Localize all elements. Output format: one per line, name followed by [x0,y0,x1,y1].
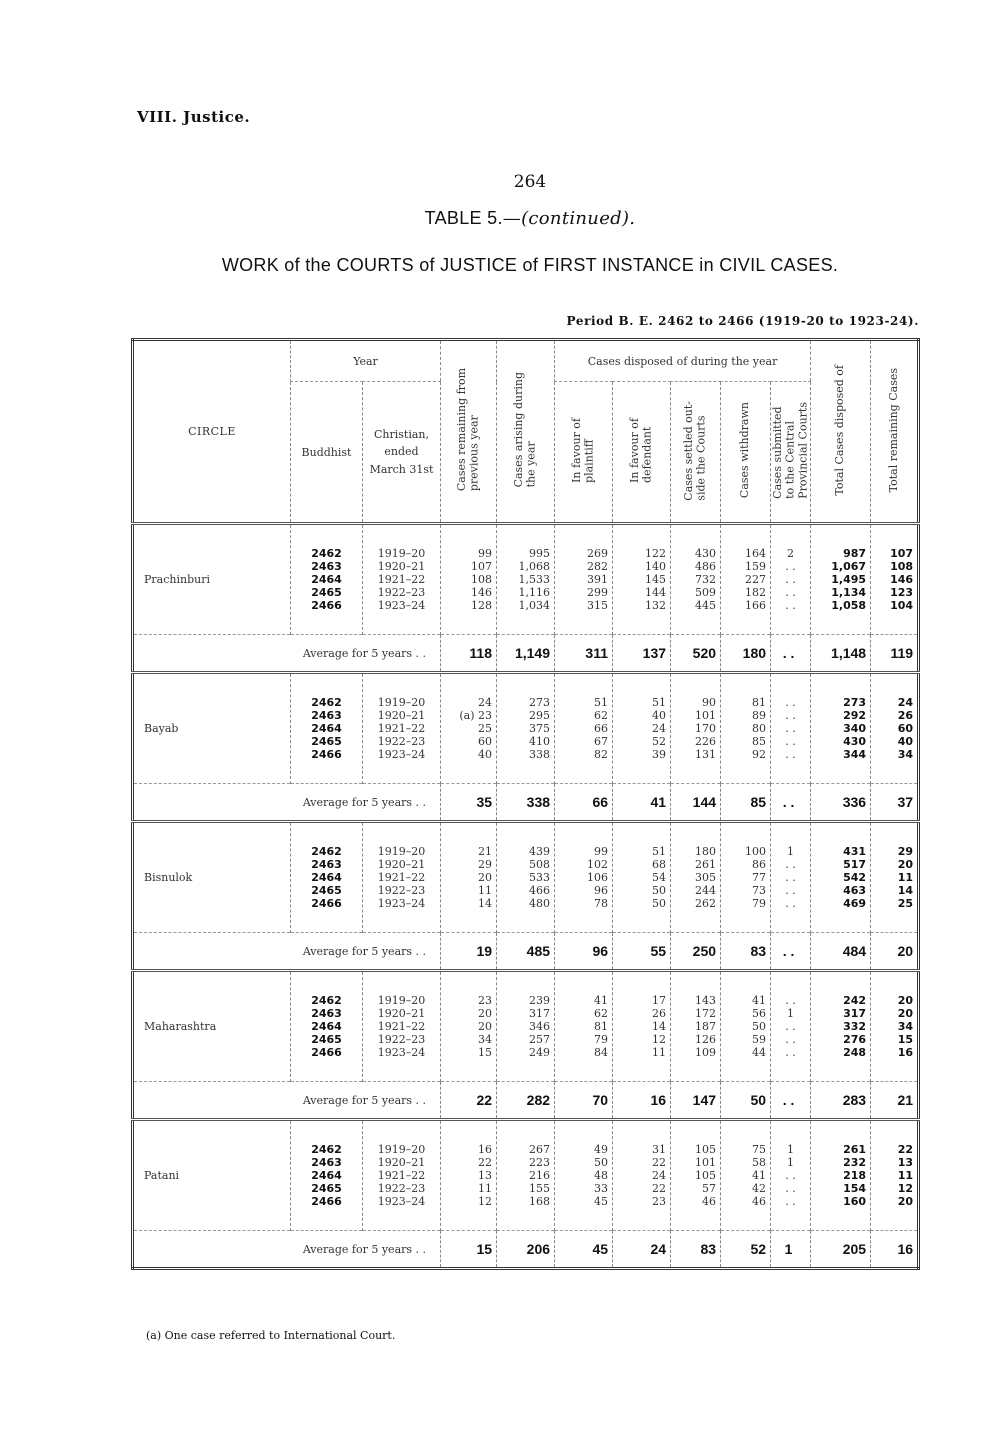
average-label: Average for 5 years . . [133,1231,441,1269]
circle-name: Maharashtra [144,1020,217,1033]
arising-values: 995 1,068 1,533 1,116 1,034 [497,525,555,635]
remaining-prev-values: 21 29 20 11 14 [441,823,497,933]
buddhist-years: 2462 2463 2464 2465 2466 [291,1121,363,1231]
average-row [133,635,919,673]
avg-defendant: 137 [613,635,671,673]
avg-defendant: 55 [613,933,671,971]
average-row [133,1082,919,1120]
withdrawn-values: 164 159 227 182 166 [721,525,771,635]
table-row [133,823,919,933]
avg-arising: 1,149 [497,635,555,673]
remaining-prev-values: 99 107 108 146 128 [441,525,497,635]
plaintiff-values: 49 50 48 33 45 [555,1121,613,1231]
submitted-values: 1 . . . . . . . . [771,823,811,933]
settled-values: 180 261 305 244 262 [671,823,721,933]
avg-withdrawn: 85 [721,784,771,822]
christian-years: 1919–20 1920–21 1921–22 1922–23 1923–24 [363,525,441,635]
avg-submitted: . . [771,1082,811,1120]
avg-withdrawn: 180 [721,635,771,673]
christian-header-text: Christian, ended March 31st [369,427,434,476]
avg-plaintiff: 96 [555,933,613,971]
avg-plaintiff: 311 [555,635,613,673]
circle-name: Prachinburi [144,573,210,586]
arising-values: 439 508 533 466 480 [497,823,555,933]
table-subtitle: WORK of the COURTS of JUSTICE of FIRST INSTANCE in CIVIL CASES. [221,255,839,275]
christian-years: 1919–20 1920–21 1921–22 1922–23 1923–24 [363,1121,441,1231]
avg-submitted: 1 [771,1231,811,1269]
avg-submitted: . . [771,784,811,822]
average-label: Average for 5 years . . [133,635,441,673]
footnote: (a) One case referred to International Court. [146,1329,396,1342]
avg-total-disposed: 1,148 [811,635,871,673]
withdrawn-values: 75 58 41 42 46 [721,1121,771,1231]
total-disposed-values: 987 1,067 1,495 1,134 1,058 [811,525,871,635]
plaintiff-header [555,382,613,524]
arising-values: 239 317 346 257 249 [497,972,555,1082]
buddhist-years: 2462 2463 2464 2465 2466 [291,525,363,635]
total-disposed-header-text: Total Cases disposed of [833,364,847,496]
circle-name: Bayab [144,722,179,735]
table-row [133,525,919,635]
average-label: Average for 5 years . . [133,933,441,971]
submitted-values: 2 . . . . . . . . [771,525,811,635]
avg-remaining-prev: 22 [441,1082,497,1120]
avg-defendant: 16 [613,1082,671,1120]
table-row [133,674,919,784]
remaining-prev-values: 16 22 13 11 12 [441,1121,497,1231]
total-disposed-header [811,340,871,524]
defendant-values: 17 26 14 12 11 [613,972,671,1082]
avg-arising: 206 [497,1231,555,1269]
settled-values: 430 486 732 509 445 [671,525,721,635]
defendant-header [613,382,671,524]
year-header: Year [291,340,441,382]
avg-settled: 147 [671,1082,721,1120]
table-title [0,208,991,229]
remaining-prev-values: 23 20 20 34 15 [441,972,497,1082]
table-row [133,1121,919,1231]
circle-name: Patani [144,1169,180,1182]
defendant-values: 31 22 24 22 23 [613,1121,671,1231]
average-row [133,933,919,971]
avg-plaintiff: 70 [555,1082,613,1120]
total-remaining-values: 24 26 60 40 34 [871,674,919,784]
avg-submitted: . . [771,635,811,673]
circle-header: CIRCLE [133,340,291,524]
remaining-prev-values: 24 (a) 23 25 60 40 [441,674,497,784]
avg-total-remaining: 21 [871,1082,919,1120]
avg-total-disposed: 336 [811,784,871,822]
section-heading: VIII. Justice. [137,108,251,126]
avg-remaining-prev: 118 [441,635,497,673]
withdrawn-values: 41 56 50 59 44 [721,972,771,1082]
avg-total-remaining: 20 [871,933,919,971]
avg-defendant: 41 [613,784,671,822]
settled-values: 143 172 187 126 109 [671,972,721,1082]
average-row [133,1231,919,1269]
avg-plaintiff: 45 [555,1231,613,1269]
defendant-values: 51 40 24 52 39 [613,674,671,784]
avg-total-remaining: 37 [871,784,919,822]
total-remaining-header-text: Total remaining Cases [886,367,900,493]
submitted-header-text: Cases submitted to the Central Provincial Courts [770,402,809,499]
avg-withdrawn: 52 [721,1231,771,1269]
avg-settled: 83 [671,1231,721,1269]
period-label: Period B. E. 2462 to 2466 (1919-20 to 1923-24). [566,314,919,328]
avg-settled: 520 [671,635,721,673]
christian-header [363,382,441,524]
total-remaining-values: 20 20 34 15 16 [871,972,919,1082]
avg-total-remaining: 16 [871,1231,919,1269]
total-disposed-values: 242 317 332 276 248 [811,972,871,1082]
defendant-header-text: In favour of defendant [627,418,654,483]
buddhist-years: 2462 2463 2464 2465 2466 [291,823,363,933]
submitted-header [771,382,811,524]
christian-years: 1919–20 1920–21 1921–22 1922–23 1923–24 [363,674,441,784]
table-title-main: TABLE 5. [424,208,503,228]
christian-years: 1919–20 1920–21 1921–22 1922–23 1923–24 [363,972,441,1082]
plaintiff-header-text: In favour of plaintiff [569,418,596,483]
table-title-continued: —(continued). [502,208,636,229]
avg-remaining-prev: 15 [441,1231,497,1269]
avg-settled: 250 [671,933,721,971]
avg-total-disposed: 283 [811,1082,871,1120]
avg-total-remaining: 119 [871,635,919,673]
buddhist-header: Buddhist [291,382,363,524]
avg-withdrawn: 50 [721,1082,771,1120]
total-disposed-values: 431 517 542 463 469 [811,823,871,933]
courts-table [131,338,920,1270]
withdrawn-header-text: Cases withdrawn [738,402,752,499]
submitted-values: . . . . . . . . . . [771,674,811,784]
total-remaining-values: 29 20 11 14 25 [871,823,919,933]
buddhist-years: 2462 2463 2464 2465 2466 [291,972,363,1082]
settled-header [671,382,721,524]
submitted-values: . . 1 . . . . . . [771,972,811,1082]
total-disposed-values: 273 292 340 430 344 [811,674,871,784]
avg-arising: 282 [497,1082,555,1120]
avg-remaining-prev: 35 [441,784,497,822]
plaintiff-values: 99 102 106 96 78 [555,823,613,933]
average-label: Average for 5 years . . [133,784,441,822]
avg-total-disposed: 484 [811,933,871,971]
defendant-values: 122 140 145 144 132 [613,525,671,635]
avg-withdrawn: 83 [721,933,771,971]
average-row [133,784,919,822]
avg-remaining-prev: 19 [441,933,497,971]
plaintiff-values: 269 282 391 299 315 [555,525,613,635]
arising-header [497,340,555,524]
circle-name: Bisnulok [144,871,193,884]
total-remaining-header [871,340,919,524]
defendant-values: 51 68 54 50 50 [613,823,671,933]
table-row [133,972,919,1082]
remaining-prev-header [441,340,497,524]
total-remaining-values: 107 108 146 123 104 [871,525,919,635]
christian-years: 1919–20 1920–21 1921–22 1922–23 1923–24 [363,823,441,933]
disposed-group-header: Cases disposed of during the year [555,340,811,382]
avg-settled: 144 [671,784,721,822]
avg-defendant: 24 [613,1231,671,1269]
withdrawn-header [721,382,771,524]
submitted-values: 1 1 . . . . . . [771,1121,811,1231]
avg-arising: 485 [497,933,555,971]
table-body [133,524,919,1269]
avg-arising: 338 [497,784,555,822]
settled-values: 105 101 105 57 46 [671,1121,721,1231]
plaintiff-values: 41 62 81 79 84 [555,972,613,1082]
total-remaining-values: 22 13 11 12 20 [871,1121,919,1231]
plaintiff-values: 51 62 66 67 82 [555,674,613,784]
settled-values: 90 101 170 226 131 [671,674,721,784]
arising-values: 273 295 375 410 338 [497,674,555,784]
arising-header-text: Cases arising during the year [511,372,538,488]
avg-plaintiff: 66 [555,784,613,822]
avg-submitted: . . [771,933,811,971]
arising-values: 267 223 216 155 168 [497,1121,555,1231]
total-disposed-values: 261 232 218 154 160 [811,1121,871,1231]
buddhist-years: 2462 2463 2464 2465 2466 [291,674,363,784]
remaining-prev-header-text: Cases remaining from previous year [454,368,481,492]
average-label: Average for 5 years . . [133,1082,441,1120]
withdrawn-values: 100 86 77 73 79 [721,823,771,933]
avg-total-disposed: 205 [811,1231,871,1269]
page-number: 264 [513,172,547,192]
settled-header-text: Cases settled out- side the Courts [681,400,708,501]
withdrawn-values: 81 89 80 85 92 [721,674,771,784]
